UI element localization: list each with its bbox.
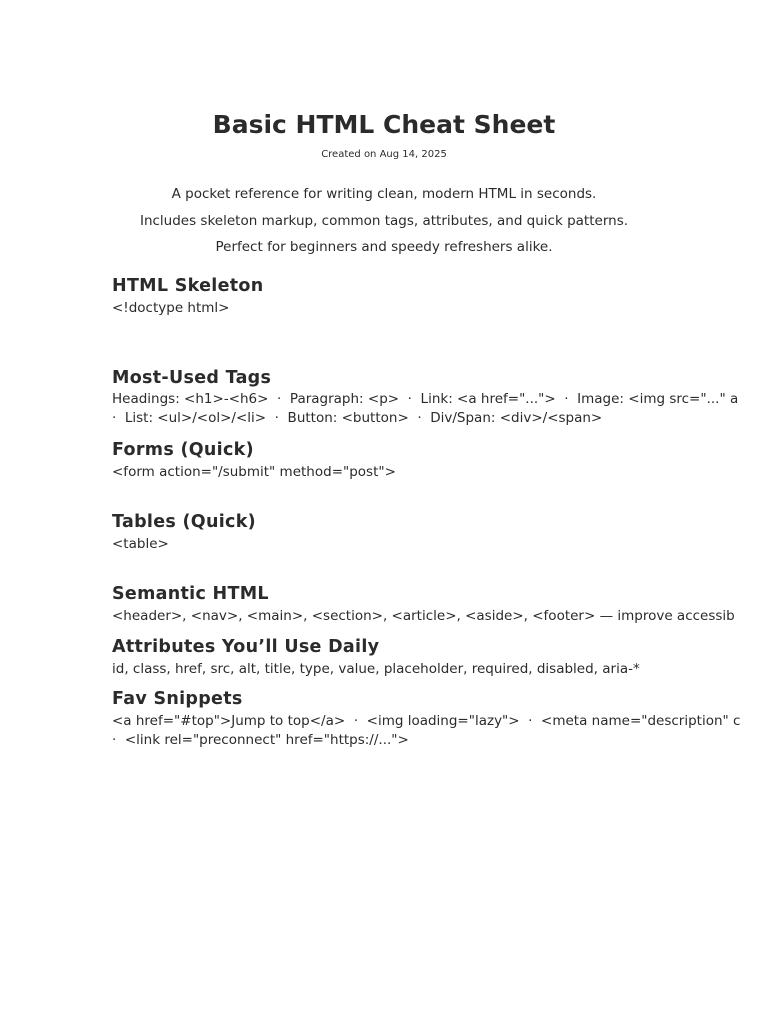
skeleton-code [112, 299, 768, 318]
section-heading-tags: Most-Used Tags [112, 368, 272, 388]
forms-code [112, 463, 768, 482]
text-line: · List: <ul>/<ol>/<li> · Button: <button> · Div/Span: <div>/<span> [112, 410, 603, 426]
code-line: <form action="/submit" method="post"> [112, 464, 396, 480]
text-line: id, class, href, src, alt, title, type, value, placeholder, required, disabled, aria-* [112, 661, 640, 677]
section-heading-snippets: Fav Snippets [112, 689, 243, 709]
text-line: <a href="#top">Jump to top</a> · <img loading="lazy"> · <meta name="description" c [112, 713, 741, 729]
intro-line: A pocket reference for writing clean, modern HTML in seconds. [171, 186, 597, 202]
text-line: Headings: <h1>-<h6> · Paragraph: <p> · Link: <a href="..."> · Image: <img src="..." a [112, 391, 739, 407]
code-line: <!doctype html> [112, 300, 230, 316]
created-date: Created on Aug 14, 2025 [321, 149, 447, 160]
semantic-text [112, 607, 768, 626]
tags-list [112, 390, 768, 428]
section-heading-attributes: Attributes You’ll Use Daily [112, 637, 380, 657]
tables-code [112, 535, 768, 554]
text-line: · <link rel="preconnect" href="https://..."> [112, 732, 409, 748]
intro-line: Includes skeleton markup, common tags, attributes, and quick patterns. [139, 212, 629, 229]
section-heading-forms: Forms (Quick) [112, 440, 254, 460]
section-heading-semantic: Semantic HTML [112, 584, 269, 604]
code-line: <table> [112, 536, 169, 552]
section-heading-skeleton: HTML Skeleton [112, 276, 264, 296]
intro [0, 181, 768, 261]
page-title: Basic HTML Cheat Sheet [212, 110, 556, 139]
intro-line: Perfect for beginners and speedy refreshers alike. [215, 239, 553, 255]
section-heading-tables: Tables (Quick) [112, 512, 256, 532]
text-line: <header>, <nav>, <main>, <section>, <article>, <aside>, <footer> — improve accessib [112, 608, 735, 624]
snippets-text [112, 712, 768, 750]
attributes-text [112, 660, 768, 679]
